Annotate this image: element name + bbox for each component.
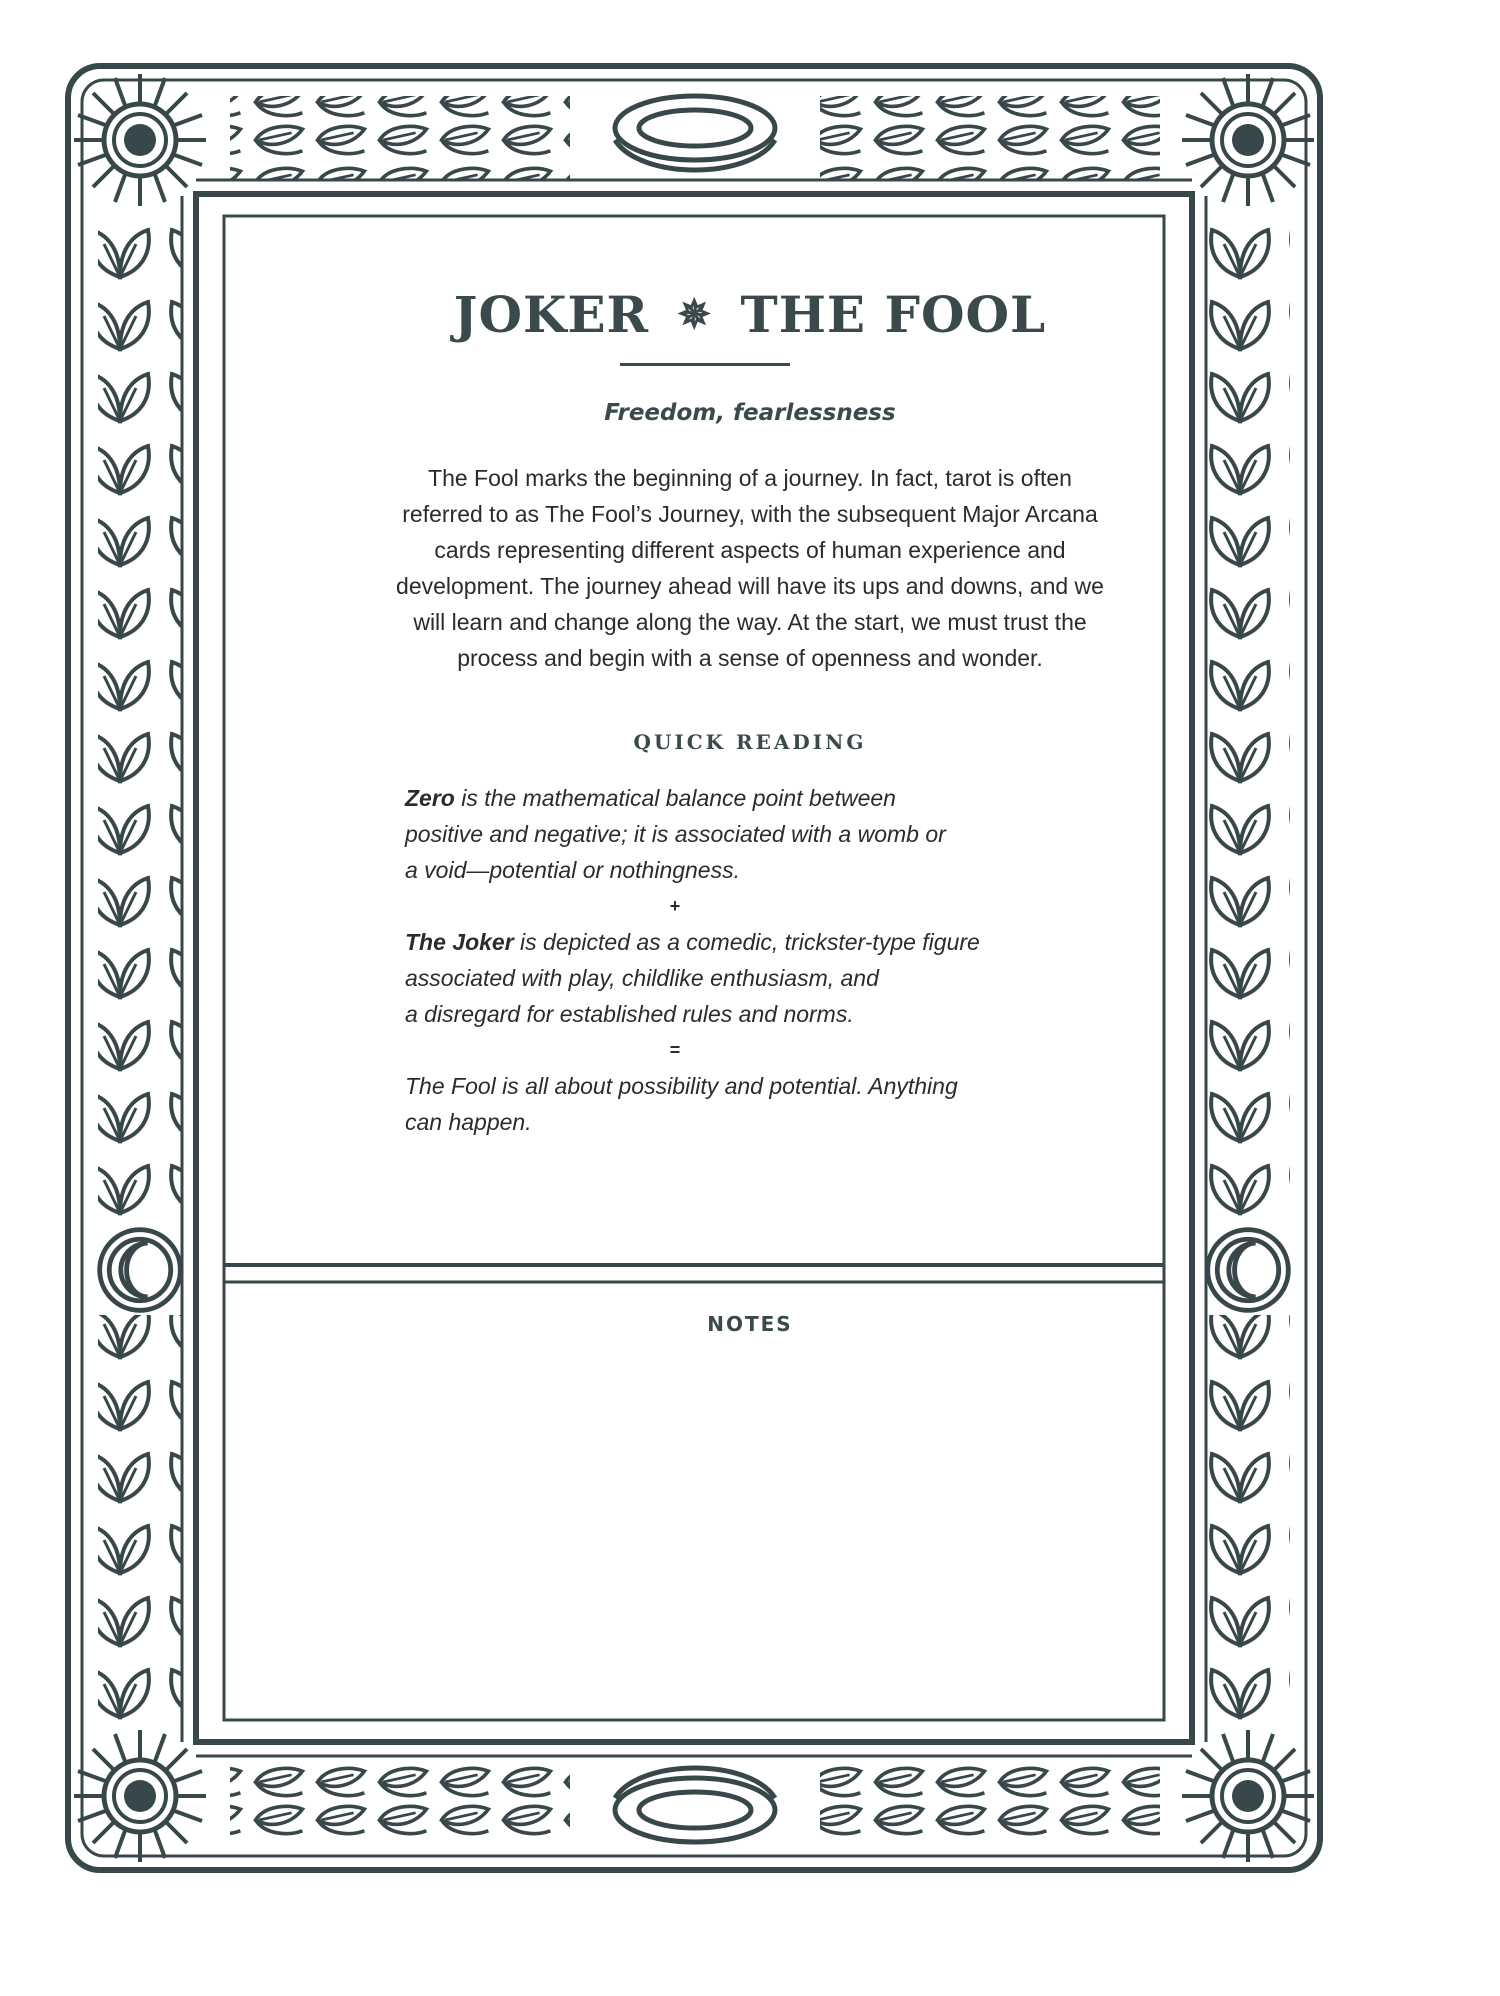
joker-term: The Joker [405,929,514,955]
reading-line: a disregard for established rules and norms. [405,1001,854,1027]
plus-sign: + [669,896,681,916]
card-keywords: Freedom, fearlessness [604,400,896,426]
star-icon: ✵ [677,291,713,338]
quick-reading-text [405,780,1125,1140]
reading-line [405,780,1125,816]
card-title [225,285,1275,344]
reading-line: associated with play, childlike enthusiasm, and [405,965,879,991]
reading-line: a void—potential or nothingness. [405,857,740,883]
quick-reading-heading: QUICK READING [633,730,867,754]
description-line: The Fool marks the beginning of a journey. In fact, tarot is often [428,465,1072,491]
equals-sign: = [669,1040,681,1060]
reading-line: The Fool is all about possibility and potential. Anything [405,1073,958,1099]
title-the-fool: THE FOOL [740,285,1047,344]
reading-fragment: is depicted as a comedic, trickster-type figure [513,929,980,955]
reading-line: can happen. [405,1109,532,1135]
title-joker: JOKER [453,285,650,344]
reading-fragment: is the mathematical balance point between [454,785,896,811]
description-line: development. The journey ahead will have its ups and downs, and we [396,573,1104,599]
description-line: process and begin with a sense of openness and wonder. [457,645,1043,671]
card-description [310,460,1190,676]
reading-line [405,924,1125,960]
zero-term: Zero [405,785,455,811]
description-line: cards representing different aspects of human experience and [434,537,1066,563]
reading-line: positive and negative; it is associated with a womb or [405,821,946,847]
title-underline [620,363,790,366]
description-line: referred to as The Fool’s Journey, with the subsequent Major Arcana [402,501,1098,527]
description-line: will learn and change along the way. At the start, we must trust the [413,609,1087,635]
notes-heading: NOTES [707,1312,793,1336]
